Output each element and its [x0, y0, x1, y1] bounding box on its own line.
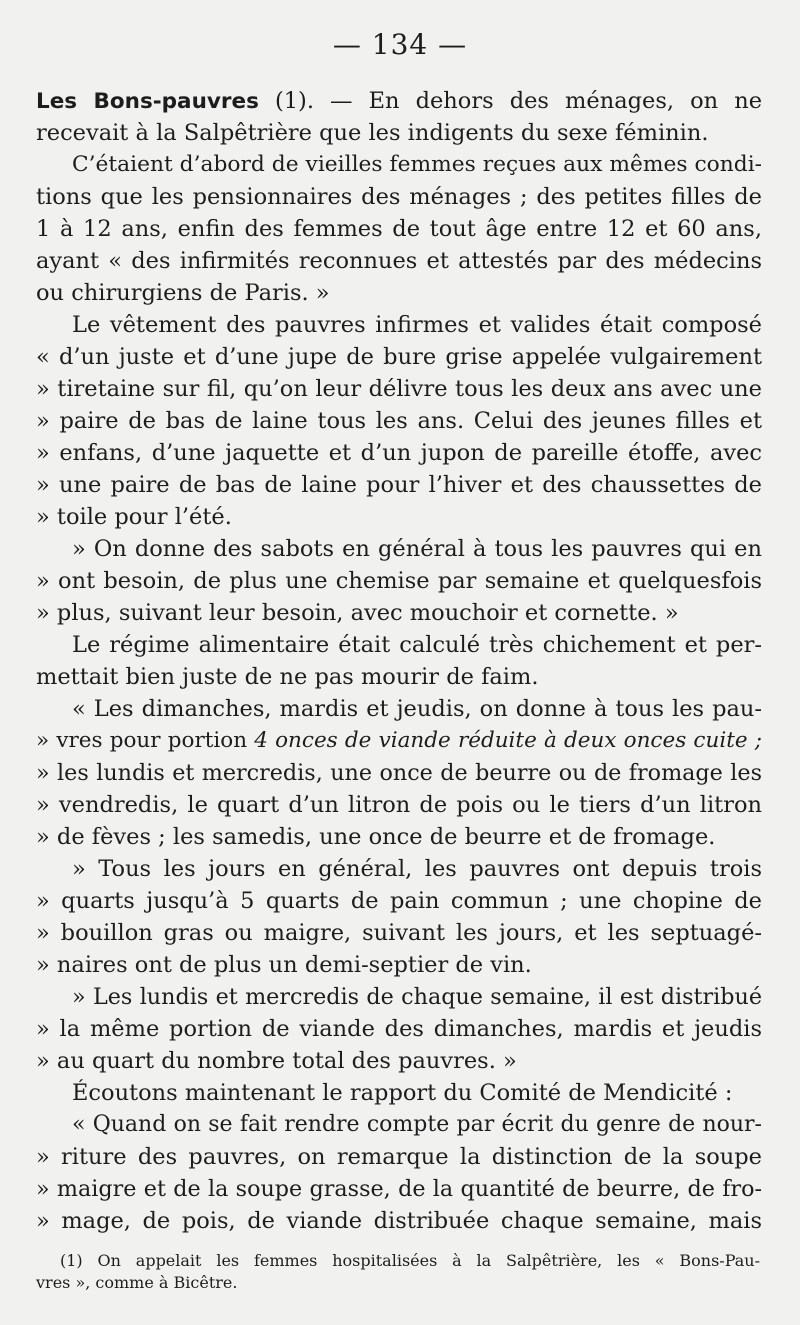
- text-line: » une paire de bas de laine pour l’hiver et des chaussettes de: [36, 472, 762, 498]
- text-line: » de fèves ; les samedis, une once de beurre et de fromage.: [36, 824, 716, 850]
- italic-text: 4 onces de viande réduite à deux onces cuite ;: [254, 728, 762, 753]
- text-line: » tiretaine sur fil, qu’on leur délivre tous les deux ans avec une: [36, 376, 762, 402]
- text-line: » toile pour l’été.: [36, 504, 232, 530]
- text-line: ou chirurgiens de Paris. »: [36, 280, 330, 306]
- text-line: » plus, suivant leur besoin, avec mouchoir et cornette. »: [36, 600, 679, 626]
- text-line: » enfans, d’une jaquette et d’un jupon de pareille étoffe, avec: [36, 440, 762, 466]
- text-line: tions que les pensionnaires des ménages ; des petites filles de: [36, 184, 762, 210]
- text-line: » Tous les jours en général, les pauvres ont depuis trois: [72, 856, 762, 882]
- text-line: » paire de bas de laine tous les ans. Celui des jeunes filles et: [36, 408, 762, 434]
- text-line: C’étaient d’abord de vieilles femmes reçues aux mêmes condi-: [72, 152, 762, 177]
- text-line: « d’un juste et d’une jupe de bure grise appelée vulgairement: [36, 344, 762, 370]
- text-line: mettait bien juste de ne pas mourir de faim.: [36, 664, 539, 690]
- text-line: » naires ont de plus un demi-septier de vin.: [36, 952, 532, 978]
- text-line: » Les lundis et mercredis de chaque semaine, il est distribué: [72, 984, 762, 1010]
- body-text: [36, 85, 762, 1237]
- text-line: » quarts jusqu’à 5 quarts de pain commun ; une chopine de: [36, 888, 762, 914]
- text-line: » au quart du nombre total des pauvres. »: [36, 1048, 517, 1074]
- text-line: [36, 725, 762, 757]
- text-line: » On donne des sabots en général à tous les pauvres qui en: [72, 536, 762, 562]
- text-line: » riture des pauvres, on remarque la distinction de la soupe: [36, 1144, 762, 1170]
- text-line: « Les dimanches, mardis et jeudis, on donne à tous les pau-: [72, 696, 762, 722]
- text-line: » maigre et de la soupe grasse, de la quantité de beurre, de fro-: [36, 1176, 762, 1202]
- line-text: (1). — En dehors des ménages, on ne: [258, 88, 763, 114]
- line-text: » vres pour portion: [36, 728, 255, 753]
- text-line: » les lundis et mercredis, une once de beurre ou de fromage les: [36, 760, 762, 786]
- text-line: Le vêtement des pauvres infirmes et valides était composé: [72, 312, 762, 338]
- footnote-line: vres », comme à Bicêtre.: [36, 1273, 238, 1292]
- text-line: Le régime alimentaire était calculé très chichement et per-: [72, 632, 762, 658]
- text-line: Écoutons maintenant le rapport du Comité de Mendicité :: [72, 1080, 733, 1106]
- text-line: » mage, de pois, de viande distribuée chaque semaine, mais: [36, 1208, 762, 1234]
- text-line: » la même portion de viande des dimanches, mardis et jeudis: [36, 1016, 762, 1042]
- text-line: 1 à 12 ans, enfin des femmes de tout âge entre 12 et 60 ans,: [36, 216, 762, 242]
- text-line: » bouillon gras ou maigre, suivant les jours, et les septuagé-: [36, 920, 762, 946]
- footnote: [36, 1250, 760, 1294]
- text-line: » ont besoin, de plus une chemise par semaine et quelquesfois: [36, 568, 762, 594]
- page-number: — 134 —: [332, 28, 468, 61]
- text-line: ayant « des infirmités reconnues et attestés par des médecins: [36, 248, 762, 274]
- text-line: « Quand on se fait rendre compte par écrit du genre de nour-: [72, 1112, 762, 1137]
- footnote-line: (1) On appelait les femmes hospitalisées à la Salpêtrière, les « Bons-Pau-: [60, 1251, 760, 1270]
- text-line: » vendredis, le quart d’un litron de pois ou le tiers d’un litron: [36, 792, 762, 818]
- text-line: recevait à la Salpêtrière que les indigents du sexe féminin.: [36, 120, 709, 146]
- text-line: [36, 85, 762, 117]
- section-title: Les Bons-pauvres: [36, 89, 259, 114]
